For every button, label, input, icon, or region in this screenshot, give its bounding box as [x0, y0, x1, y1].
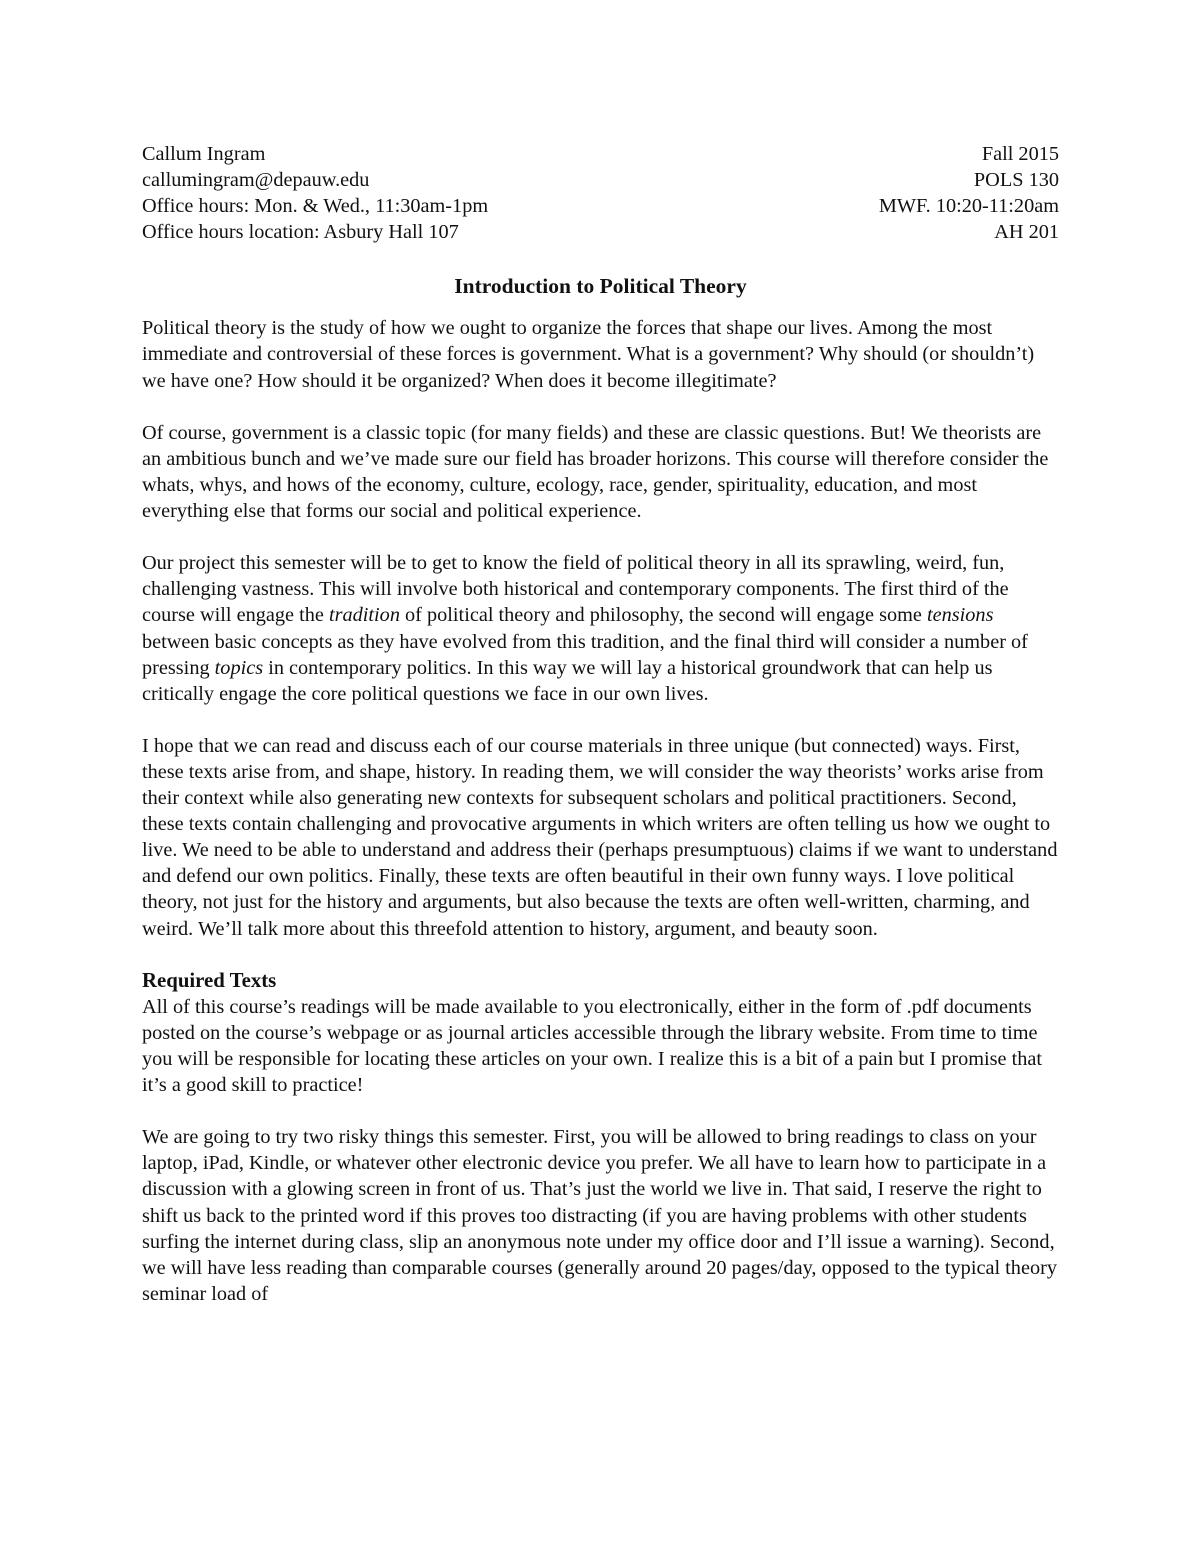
emphasis-tradition: tradition [328, 604, 400, 627]
required-texts-paragraph-2: We are going to try two risky things this semester. First, you will be allowed to bring readings to class on your laptop, iPad, Kindle, or whatever other electronic device you prefer. We all have to learn how to participate in a discussion with a glowing screen in front of us. That’s just the world we live in. That said, I reserve the right to shift us back to the printed word if this proves too distracting (if you are having problems with other students surfing the internet during class, slip an anonymous note under my office door and I’ll issue a warning). Second, we will have less reading than comparable courses (generally around 20 pages/day, opposed to the typical theory seminar load of [142, 1126, 1057, 1305]
instructor-info [142, 141, 488, 245]
course-schedule: MWF. 10:20-11:20am [878, 195, 1059, 218]
syllabus-page [142, 141, 1059, 1307]
course-term: Fall 2015 [981, 143, 1059, 165]
syllabus-header [142, 141, 1059, 245]
paragraph-text: between basic concepts as they have evolved from this tradition, and the final third will consider a number of pressing [142, 630, 1028, 679]
intro-paragraph-4: I hope that we can read and discuss each of our course materials in three unique (but connected) ways. First, these texts arise from, and shape, history. In reading them, we will consider the way theorists’ works arise from their context while also generating new contexts for subsequent scholars and political practitioners. Second, these texts contain challenging and provocative arguments in which writers are often telling us how we ought to live. We need to be able to understand and address their (perhaps presumptuous) claims if we want to understand and defend our own politics. Finally, these texts are often beautiful in their own funny ways. I love political theory, not just for the history and arguments, but also because the texts are often well-written, charming, and weird. We’ll talk more about this threefold attention to history, argument, and beauty soon. [142, 734, 1058, 940]
course-title: Introduction to Political Theory [454, 274, 747, 299]
instructor-email: callumingram@depauw.edu [142, 169, 370, 192]
intro-paragraph-3 [142, 550, 1059, 707]
intro-paragraph-2: Of course, government is a classic topic (for many fields) and these are classic questions. But! We theorists are an ambitious bunch and we’ve made sure our field has broader horizons. This course will therefore consider the whats, whys, and hows of the economy, culture, ecology, race, gender, spirituality, education, and most everything else that forms our social and political experience. [142, 421, 1049, 523]
emphasis-topics: topics [214, 656, 264, 679]
office-location: Office hours location: Asbury Hall 107 [142, 221, 459, 244]
course-info [879, 141, 1059, 245]
intro-paragraph-1: Political theory is the study of how we ought to organize the forces that shape our lives. Among the most immediate and controversial of these forces is government. What is a government? Why should (or shouldn’t) we have one? How should it be organized? When does it become illegitimate? [142, 317, 1035, 392]
office-hours: Office hours: Mon. & Wed., 11:30am-1pm [142, 195, 489, 218]
paragraph-text: Our project this semester will be to get to know the field of political theory in all its sprawling, weird, fun, challenging vastness. This will involve both historical and contemporary components. The first third of the course will engage the [142, 552, 1009, 627]
required-texts-paragraph-1: All of this course’s readings will be made available to you electronically, either in the form of .pdf documents posted on the course’s webpage or as journal articles accessible through the library website. From time to time you will be responsible for locating these articles on your own. I realize this is a bit of a pain but I promise that it’s a good skill to practice! [142, 995, 1043, 1097]
paragraph-text: of political theory and philosophy, the second will engage some [399, 604, 927, 627]
course-code: POLS 130 [973, 169, 1059, 192]
instructor-name: Callum Ingram [142, 143, 266, 165]
emphasis-tensions: tensions [926, 604, 994, 627]
course-room: AH 201 [994, 221, 1059, 244]
required-texts-heading: Required Texts [142, 968, 277, 992]
paragraph-text: in contemporary politics. In this way we will lay a historical groundwork that can help us critically engage the core political questions we face in our own lives. [142, 656, 993, 705]
